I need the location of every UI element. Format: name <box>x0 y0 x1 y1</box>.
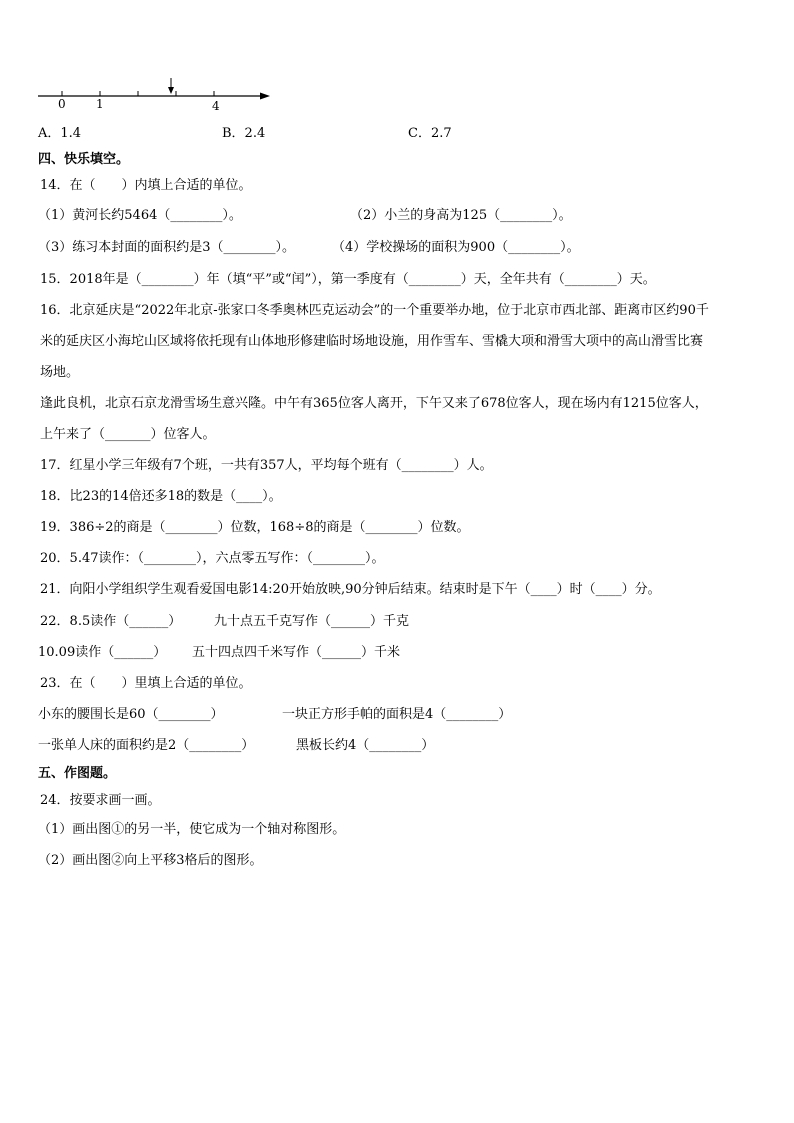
question-14-part-2: （2）小兰的身高为125（________）。 <box>350 208 572 223</box>
question-16-line-3: 场地。 <box>40 365 80 380</box>
question-14-part-3: （3）练习本封面的面积约是3（________）。 <box>38 240 296 255</box>
section-heading-4: 四、快乐填空。 <box>38 152 130 167</box>
question-16-line-2: 米的延庆区小海坨山区域将依托现有山体地形修建临时场地设施，用作雪车、雪橇大项和滑雪大项中的高山滑雪比赛 <box>40 334 704 349</box>
question-19: 19．386÷2的商是（________）位数，168÷8的商是（________）位数。 <box>40 520 470 535</box>
question-15: 15．2018年是（________）年（填“平”或“闰”），第一季度有（________）天，全年共有（________）天。 <box>40 272 656 287</box>
question-24-part-1: （1）画出图①的另一半，使它成为一个轴对称图形。 <box>38 822 346 837</box>
tick-label-4: 4 <box>212 99 220 113</box>
option-b: B．2.4 <box>222 126 266 141</box>
section-heading-5: 五、作图题。 <box>38 766 117 781</box>
question-22-d: 五十四点四千米写作（______）千米 <box>192 645 401 660</box>
question-14-part-4: （4）学校操场的面积为900（________）。 <box>332 240 580 255</box>
option-c: C．2.7 <box>408 126 452 141</box>
question-21: 21．向阳小学组织学生观看爱国电影14:20开始放映,90分钟后结束。结束时是下午（____）时（____）分。 <box>40 582 661 597</box>
question-18: 18．比23的14倍还多18的数是（____）。 <box>40 489 282 504</box>
question-16-line-4: 逢此良机，北京石京龙滑雪场生意兴隆。中午有365位客人离开，下午又来了678位客人，现在场内有1215位客人， <box>40 396 708 411</box>
question-14-stem: 14．在（ ）内填上合适的单位。 <box>40 178 252 193</box>
question-23-b: 一块正方形手帕的面积是4（________） <box>282 707 512 722</box>
question-17: 17．红星小学三年级有7个班，一共有357人，平均每个班有（________）人。 <box>40 458 493 473</box>
question-22-c: 10.09读作（______） <box>38 645 167 660</box>
question-14-part-1: （1）黄河长约5464（________）。 <box>38 208 242 223</box>
tick-label-0: 0 <box>58 97 66 111</box>
tick-label-1: 1 <box>96 97 104 111</box>
question-23-stem: 23．在（ ）里填上合适的单位。 <box>40 676 252 691</box>
question-22-a: 22．8.5读作（______） <box>40 614 182 629</box>
option-a: A．1.4 <box>38 126 82 141</box>
question-23-c: 一张单人床的面积约是2（________） <box>38 738 255 753</box>
question-22-b: 九十点五千克写作（______）千克 <box>214 614 410 629</box>
question-16-line-1: 16．北京延庆是“2022年北京-张家口冬季奥林匹克运动会”的一个重要举办地，位于北京市西北部、距离市区约90千 <box>40 303 709 318</box>
number-line <box>36 78 276 114</box>
question-23-a: 小东的腰围长是60（________） <box>38 707 224 722</box>
question-24-part-2: （2）画出图②向上平移3格后的图形。 <box>38 853 263 868</box>
question-23-d: 黑板长约4（________） <box>296 738 435 753</box>
question-16-line-5: 上午来了（_______）位客人。 <box>40 427 216 442</box>
question-20: 20．5.47读作：（________），六点零五写作：（________）。 <box>40 551 385 566</box>
question-24-stem: 24．按要求画一画。 <box>40 793 161 808</box>
